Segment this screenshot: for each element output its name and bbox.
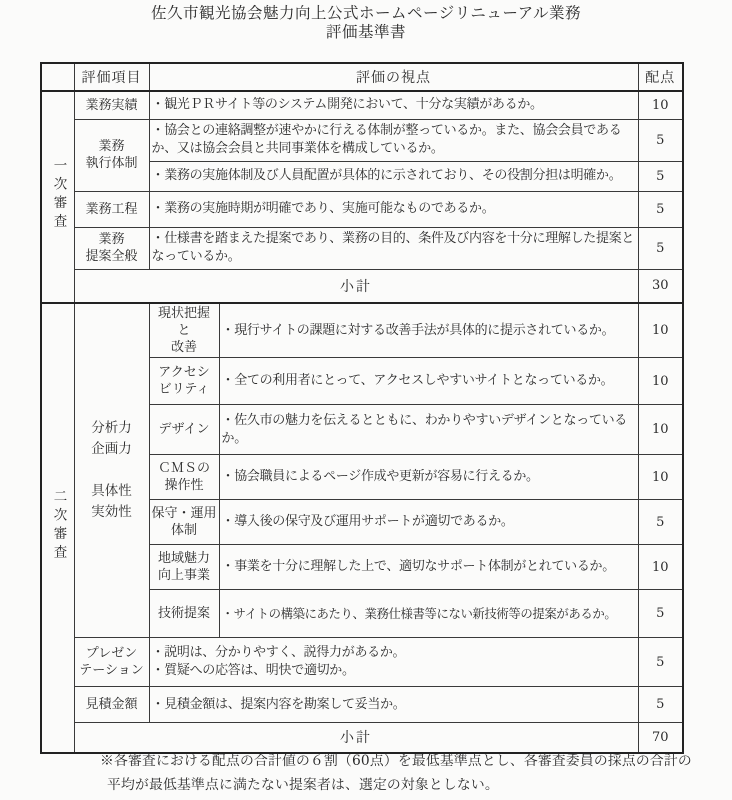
table-row — [41, 119, 683, 161]
item-label: プレゼン テーション — [74, 638, 149, 687]
points-value: 5 — [638, 590, 683, 638]
evaluation-criteria-table — [40, 62, 684, 754]
viewpoint-text: ・現行サイトの課題に対する改善手法が具体的に提示されているか。 — [219, 303, 638, 358]
sub-item-label: デザイン — [149, 405, 219, 455]
table-header-row — [41, 63, 683, 91]
title-line-1: 佐久市観光協会魅力向上公式ホームページリニューアル業務 — [151, 4, 581, 22]
table-row — [41, 303, 683, 358]
stage-cell-first-review — [41, 91, 74, 303]
item-label: 業務 執行体制 — [74, 119, 149, 191]
viewpoint-text: ・見積金額は、提案内容を勘案して妥当か。 — [149, 687, 638, 723]
sub-item-label: アクセシ ビリティ — [149, 358, 219, 405]
subtotal-label: 小計 — [74, 723, 638, 753]
header-item: 評価項目 — [74, 63, 149, 91]
viewpoint-text: ・業務の実施体制及び人員配置が具体的に示されており、その役割分担は明確か。 — [149, 161, 638, 191]
footnote-line-1: ※各審査における配点の合計値の６割（60点）を最低基準点とし、各審査委員の採点の合計の — [100, 753, 692, 769]
viewpoint-text: ・導入後の保守及び運用サポートが適切であるか。 — [219, 500, 638, 545]
header-viewpoint: 評価の視点 — [149, 63, 638, 91]
points-value: 5 — [638, 119, 683, 161]
sub-item-label: 技術提案 — [149, 590, 219, 638]
table-row — [41, 191, 683, 227]
category-label: 分析力 企画力 具体性 実効性 — [74, 303, 149, 638]
table-row — [41, 687, 683, 723]
subtotal-row-first-review — [41, 269, 683, 303]
points-value: 5 — [638, 500, 683, 545]
subtotal-row-second-review — [41, 723, 683, 753]
viewpoint-text: ・説明は、分かりやすく、説得力があるか。 ・質疑への応答は、明快で適切か。 — [149, 638, 638, 687]
table-row — [41, 91, 683, 119]
stage-label-first-review: 一次審査 — [50, 158, 67, 232]
sub-item-label: 保守・運用 体制 — [149, 500, 219, 545]
viewpoint-text: ・サイトの構築にあたり、業務仕様書等にない新技術等の提案があるか。 — [219, 590, 638, 638]
points-value: 5 — [638, 191, 683, 227]
viewpoint-text: ・全ての利用者にとって、アクセスしやすいサイトとなっているか。 — [219, 358, 638, 405]
points-value: 10 — [638, 545, 683, 590]
table-row — [41, 638, 683, 687]
header-stage-empty-cell — [41, 63, 74, 91]
points-value: 10 — [638, 91, 683, 119]
sub-item-label: 地域魅力 向上事業 — [149, 545, 219, 590]
document-title — [0, 4, 732, 42]
table-row — [41, 227, 683, 269]
points-value: 5 — [638, 227, 683, 269]
points-value: 10 — [638, 358, 683, 405]
viewpoint-text: ・業務の実施時期が明確であり、実施可能なものであるか。 — [149, 191, 638, 227]
points-value: 10 — [638, 405, 683, 455]
footnote-line-2: 平均が最低基準点に満たない提案者は、選定の対象としない。 — [107, 777, 499, 793]
viewpoint-text: ・佐久市の魅力を伝えるとともに、わかりやすいデザインとなっているか。 — [219, 405, 638, 455]
stage-cell-second-review — [41, 303, 74, 753]
item-label: 見積金額 — [74, 687, 149, 723]
subtotal-points: 70 — [638, 723, 683, 753]
viewpoint-text: ・観光ＰＲサイト等のシステム開発において、十分な実績があるか。 — [149, 91, 638, 119]
sub-item-label: ＣＭＳの 操作性 — [149, 455, 219, 500]
points-value: 10 — [638, 303, 683, 358]
sub-item-label: 現状把握 と 改善 — [149, 303, 219, 358]
item-label: 業務実績 — [74, 91, 149, 119]
points-value: 10 — [638, 455, 683, 500]
points-value: 5 — [638, 638, 683, 687]
viewpoint-text: ・協会との連絡調整が速やかに行える体制が整っているか。また、協会会員であるか、又は協会会員と共同事業体を構成しているか。 — [149, 119, 638, 161]
points-value: 5 — [638, 161, 683, 191]
minimum-score-footnote — [100, 749, 700, 797]
item-label: 業務工程 — [74, 191, 149, 227]
subtotal-label: 小計 — [74, 269, 638, 303]
points-value: 5 — [638, 687, 683, 723]
stage-label-second-review: 二次審査 — [50, 488, 67, 563]
item-label: 業務 提案全般 — [74, 227, 149, 269]
viewpoint-text: ・事業を十分に理解した上で、適切なサポート体制がとれているか。 — [219, 545, 638, 590]
title-line-2: 評価基準書 — [325, 23, 406, 41]
viewpoint-text: ・協会職員によるページ作成や更新が容易に行えるか。 — [219, 455, 638, 500]
header-points: 配点 — [638, 63, 683, 91]
subtotal-points: 30 — [638, 269, 683, 303]
viewpoint-text: ・仕様書を踏まえた提案であり、業務の目的、条件及び内容を十分に理解した提案となっているか。 — [149, 227, 638, 269]
